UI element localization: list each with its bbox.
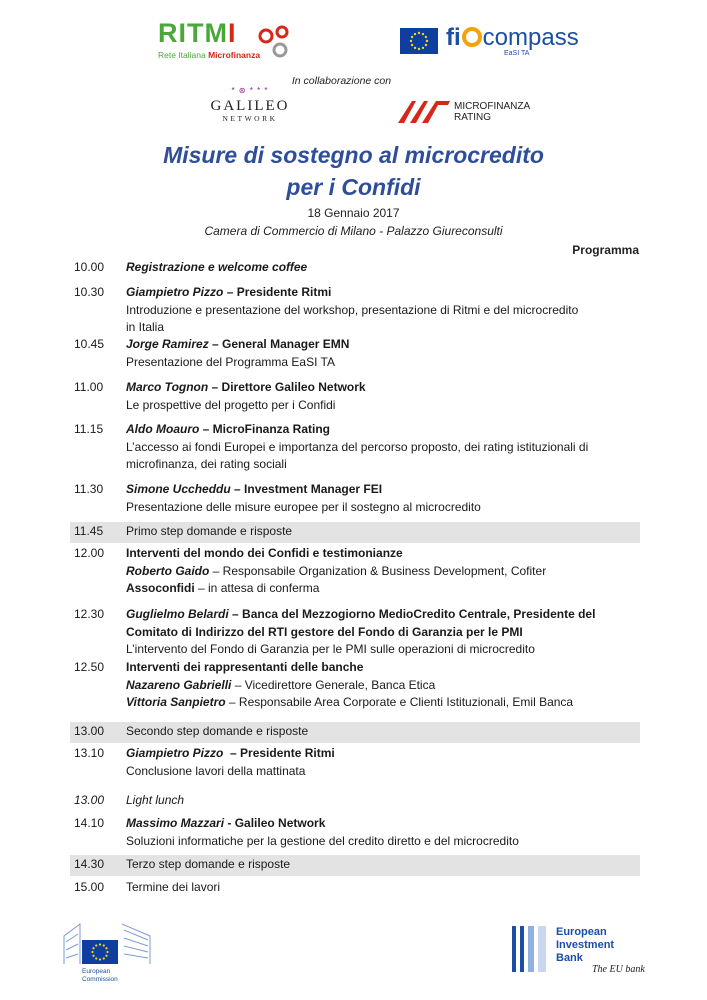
program-heading: Interventi dei rappresentanti delle banche bbox=[126, 660, 364, 674]
ritmi-logo-text-1: RITM bbox=[158, 18, 228, 48]
collaboration-text: In collaborazione con bbox=[291, 75, 392, 87]
program-time: 14.10 bbox=[74, 816, 105, 830]
program-item bbox=[70, 259, 640, 277]
eu-star-icon bbox=[92, 947, 94, 949]
program-item bbox=[70, 481, 640, 516]
galileo-network-logo bbox=[200, 86, 300, 134]
program-time: 10.30 bbox=[74, 285, 105, 299]
program-role: – Investment Manager FEI bbox=[230, 482, 383, 496]
eu-star-icon bbox=[418, 32, 420, 34]
program-speaker: Giampietro Pizzo bbox=[126, 746, 224, 760]
eu-star-icon bbox=[425, 36, 427, 38]
eu-star-icon bbox=[425, 44, 427, 46]
eib-tagline: The EU bank bbox=[592, 964, 645, 975]
program-heading: Interventi del mondo dei Confidi e testimonianze bbox=[126, 546, 403, 560]
program-desc: L’intervento del Fondo di Garanzia per le PMI sulle operazioni di microcredito bbox=[126, 642, 535, 656]
program-time: 11.45 bbox=[74, 524, 104, 538]
ec-line-1: European bbox=[82, 968, 111, 975]
ec-eu-flag-icon bbox=[82, 940, 118, 964]
program-role: – MicroFinanza Rating bbox=[199, 422, 331, 436]
program-break-text: Primo step domande e risposte bbox=[126, 524, 293, 538]
eu-star-icon bbox=[95, 957, 97, 959]
program-desc: Presentazione delle misure europee per il sostegno al microcredito bbox=[126, 499, 481, 514]
eu-star-icon bbox=[410, 40, 412, 42]
program-time: 10.00 bbox=[74, 260, 105, 274]
eib-line-2: Investment bbox=[556, 939, 615, 951]
program-item bbox=[70, 792, 640, 810]
program-desc: microfinanza, dei rating sociali bbox=[126, 457, 287, 471]
program-lunch-text: Light lunch bbox=[126, 793, 185, 807]
eu-star-icon bbox=[411, 36, 413, 38]
program-time: 13.00 bbox=[74, 793, 105, 807]
ficompass-sub: EaSI TA bbox=[504, 50, 530, 57]
ficompass-fi: fi bbox=[446, 24, 461, 51]
ritmi-sub-1: Rete Italiana bbox=[158, 50, 209, 60]
eu-star-icon bbox=[106, 951, 108, 953]
eu-star-icon bbox=[422, 47, 424, 49]
program-speaker: Nazareno Gabrielli bbox=[126, 677, 232, 692]
program-role: – General Manager EMN bbox=[208, 337, 350, 351]
program-time: 12.00 bbox=[74, 546, 105, 560]
program-time: 15.00 bbox=[74, 880, 105, 894]
microfinanza-rating-logo bbox=[394, 97, 534, 127]
eu-star-icon bbox=[95, 944, 97, 946]
program-time: 11.15 bbox=[74, 422, 104, 436]
eu-star-icon bbox=[414, 47, 416, 49]
eu-star-icon bbox=[105, 947, 107, 949]
program-speaker: Vittoria Sanpietro bbox=[126, 695, 226, 709]
program-item bbox=[70, 336, 640, 371]
program-time: 11.00 bbox=[74, 380, 104, 394]
program-item bbox=[70, 659, 640, 712]
ritmi-logo bbox=[158, 18, 298, 68]
eib-bars-icon bbox=[510, 926, 550, 974]
program-role: – Vicedirettore Generale, Banca Etica bbox=[231, 677, 436, 692]
program-end-text: Termine dei lavori bbox=[126, 880, 221, 894]
eu-star-icon bbox=[414, 33, 416, 35]
program-role: – in attesa di conferma bbox=[194, 581, 320, 595]
program-item bbox=[70, 284, 640, 337]
eib-line-1: European bbox=[556, 926, 607, 938]
eu-flag-icon bbox=[400, 28, 438, 54]
program-role: - Galileo Network bbox=[224, 816, 326, 830]
page-title-line-2: per i Confidi bbox=[286, 174, 421, 200]
program-speaker: Guglielmo Belardi bbox=[126, 607, 229, 621]
program-time: 10.45 bbox=[74, 337, 105, 351]
program-speaker: Roberto Gaido bbox=[126, 563, 210, 578]
program-desc: Le prospettive del progetto per i Confidi bbox=[126, 397, 336, 412]
program-role: Comitato di Indirizzo del RTI gestore del Fondo di Garanzia per le PMI bbox=[126, 624, 523, 639]
program-speaker: Assoconfidi bbox=[126, 581, 195, 595]
program-role: – Direttore Galileo Network bbox=[208, 380, 366, 394]
program-role: – Responsabile Area Corporate e Clienti Istituzionali, Emil Banca bbox=[225, 695, 574, 709]
ritmi-sub-2: Microfinanza bbox=[208, 50, 261, 60]
program-speaker: Registrazione e welcome coffee bbox=[126, 260, 308, 274]
ritmi-rings-icon bbox=[254, 22, 294, 62]
eib-logo bbox=[510, 922, 660, 982]
program-speaker: Simone Uccheddu bbox=[126, 482, 231, 496]
program-speaker: Giampietro Pizzo bbox=[126, 285, 224, 299]
galileo-word: GALILEO bbox=[210, 98, 290, 114]
galileo-network-word: NETWORK bbox=[222, 114, 278, 123]
program-role: – Presidente Ritmi bbox=[223, 285, 332, 299]
ritmi-logo-text-2: I bbox=[227, 18, 237, 48]
ec-line-2: Commission bbox=[82, 976, 118, 983]
eu-star-icon bbox=[103, 944, 105, 946]
event-venue: Camera di Commercio di Milano - Palazzo Giureconsulti bbox=[204, 224, 503, 238]
european-commission-logo bbox=[60, 916, 170, 990]
program-break bbox=[70, 855, 640, 876]
ficompass-logo bbox=[446, 24, 579, 57]
program-item bbox=[70, 421, 640, 474]
program-item bbox=[70, 606, 640, 659]
program-item bbox=[70, 879, 640, 897]
page-title-line-1: Misure di sostegno al microcredito bbox=[163, 142, 544, 168]
program-break bbox=[70, 722, 640, 743]
eu-star-icon bbox=[411, 44, 413, 46]
program-time: 13.10 bbox=[74, 746, 105, 760]
program-role: – Responsabile Organization & Business Development, Cofiter bbox=[209, 563, 547, 578]
mfr-line-2: RATING bbox=[454, 112, 492, 123]
program-desc: in Italia bbox=[126, 320, 165, 334]
eib-line-3: Bank bbox=[556, 952, 583, 964]
eu-star-icon bbox=[99, 958, 101, 960]
program-item bbox=[70, 379, 640, 414]
program-break-text: Secondo step domande e risposte bbox=[126, 724, 309, 738]
program-speaker: Massimo Mazzari bbox=[126, 816, 225, 830]
program-time: 12.30 bbox=[74, 607, 105, 621]
eu-star-icon bbox=[105, 955, 107, 957]
program-desc: Introduzione e presentazione del workshop, presentazione di Ritmi e del microcredito bbox=[126, 302, 579, 317]
program-time: 14.30 bbox=[74, 857, 105, 871]
eu-star-icon bbox=[103, 957, 105, 959]
program-speaker: Jorge Ramirez bbox=[126, 337, 209, 351]
eu-star-icon bbox=[426, 40, 428, 42]
programma-heading: Programma bbox=[572, 243, 639, 257]
program-role: – Presidente Ritmi bbox=[223, 746, 335, 760]
eu-star-icon bbox=[422, 33, 424, 35]
eu-star-icon bbox=[99, 943, 101, 945]
program-time: 11.30 bbox=[74, 482, 104, 496]
program-item bbox=[70, 815, 640, 850]
eu-star-icon bbox=[92, 955, 94, 957]
program-time: 12.50 bbox=[74, 660, 105, 674]
galileo-stars-icon: * ⊛ * * * bbox=[231, 86, 269, 95]
program-role: – Banca del Mezzogiorno MedioCredito Centrale, Presidente del bbox=[228, 607, 596, 621]
program-speaker: Aldo Moauro bbox=[126, 422, 200, 436]
event-date: 18 Gennaio 2017 bbox=[307, 206, 400, 220]
mfr-line-1: MICROFINANZA bbox=[454, 101, 531, 112]
program-break bbox=[70, 522, 640, 543]
program-speaker: Marco Tognon bbox=[126, 380, 209, 394]
ficompass-ring-icon bbox=[462, 27, 482, 47]
program-item bbox=[70, 545, 640, 598]
program-desc: L’accesso ai fondi Europei e importanza del percorso proposto, dei rating istituzionali di bbox=[126, 439, 589, 454]
program-item bbox=[70, 745, 640, 780]
program-break-text: Terzo step domande e risposte bbox=[126, 857, 291, 871]
program-desc: Soluzioni informatiche per la gestione del credito diretto e del microcredito bbox=[126, 833, 519, 848]
eu-star-icon bbox=[418, 48, 420, 50]
program-desc: Presentazione del Programma EaSI TA bbox=[126, 354, 335, 369]
program-desc: Conclusione lavori della mattinata bbox=[126, 763, 306, 778]
ficompass-compass: compass bbox=[482, 24, 579, 51]
program-time: 13.00 bbox=[74, 724, 105, 738]
eu-star-icon bbox=[91, 951, 93, 953]
microfinanza-rating-mark-icon bbox=[394, 97, 454, 127]
